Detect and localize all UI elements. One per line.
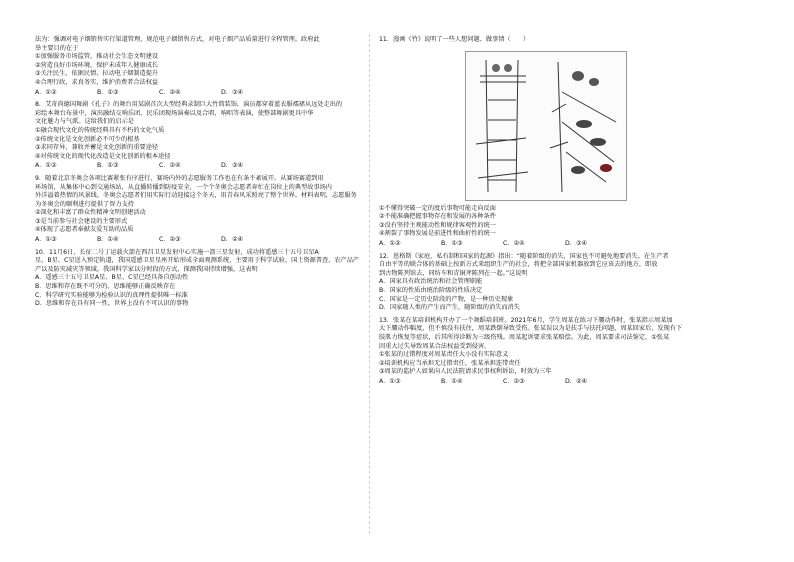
q11-stem: 11．漫画《竹》说明了一些人想问题、做事情（ ） [379, 36, 530, 43]
q8-choices [35, 162, 361, 171]
question-12 [379, 253, 709, 313]
q12-option-c[interactable]: C．国家是一定历史阶段的产物，是一种历史现象 [379, 295, 514, 303]
q13-option: ①张某的过错程度对周某责任大小没有实际意义 [379, 351, 509, 359]
q7-line: 法为：强调对电子烟销售实行渠道管理，规范电子烟销售方式，对电子烟产品质量进行全程管理。政府此 [35, 36, 320, 43]
right-column [379, 36, 709, 388]
column-divider [369, 34, 370, 534]
cartoon-figure [465, 51, 627, 201]
q9-option: ③是当前参与社会建设的主要形式 [35, 217, 128, 225]
q7-line: 举主要目的在于 [35, 44, 79, 52]
choice-a[interactable]: A．①② [35, 88, 57, 96]
q11-choices [379, 240, 709, 249]
choice-d[interactable]: D．③④ [565, 239, 588, 247]
choice-b[interactable]: B．①③ [97, 162, 119, 170]
q8-line: 文化魅力与气派。这给我们的启示是 [35, 118, 134, 126]
q13-line: 大下腰动作幅度，但不慎没有扶住，周某跌倒导致受伤。张某误以为是扶手与扶托问题，周某回家后，发现有下 [379, 325, 683, 333]
q10-option-c[interactable]: C．科学研究实验能够为检验认识的真理性提供唯一标准 [35, 291, 188, 299]
choice-a[interactable]: A．①② [35, 162, 57, 170]
question-11 [379, 36, 709, 249]
q10-line: 星、B星、C星送入预定轨道，我国遥感卫星星座开始形成全面观测系统，主要用于科学试验、国土资源普查、农产品产 [35, 257, 360, 265]
q8-option: ④对传统文化的现代化改造是文化创新的根本途径 [35, 152, 171, 160]
q12-option-b[interactable]: B．国家的性质由统治阶级的性质决定 [379, 286, 483, 294]
question-8 [35, 101, 361, 171]
q7-option: ①加强服务市场监管，推动社会生态文明建设 [35, 53, 159, 61]
choice-a[interactable]: A．①② [379, 239, 401, 247]
q7-option: ②营造良好市场环境，保护未成年人健康成长 [35, 61, 159, 69]
q8-option: ①融合现代文化的传统经典具有不朽的文化气质 [35, 126, 165, 134]
choice-c[interactable]: C．②③ [503, 377, 525, 385]
question-13 [379, 317, 709, 387]
q9-line: 为冬奥会的顺利进行提供了智力支持 [35, 200, 134, 208]
q7-choices [35, 89, 361, 98]
choice-c[interactable]: C．②④ [159, 162, 181, 170]
choice-d[interactable]: D．③④ [221, 162, 244, 170]
q9-line: 外洋溢着热情的风景线。冬奥会志愿者们用实际行动迎接这个冬天，用青春风采照亮了整个世界。材料表明，志愿服务 [35, 192, 357, 200]
q13-choices [379, 378, 709, 387]
question-7-tail [35, 36, 361, 97]
q10-option-d[interactable]: D．思维和存在具有同一性，世界上没有不可认识的事物 [35, 300, 189, 308]
q12-option-a[interactable]: A．国家具有政治统治和社会管理职能 [379, 278, 483, 286]
q12-line: 自由平等的联合体的基础上按新方式来组织生产的社会，将把全部国家机器放到它应该去的地方，即放 [379, 261, 658, 269]
q8-line: 彩绘本舞台布景中，演出融结交响乐团、民乐团现场演奏以及合唱，响唱等表演，使整部舞剧更具中华 [35, 109, 314, 117]
question-9 [35, 175, 361, 245]
q9-line: 环场馆，从集体中心到交通场站，从直播转播到防疫安全，一个个冬奥会志愿者奔忙在岗位上的典型故事场内 [35, 183, 332, 191]
q7-option: ④合理行政，求真务实，维护消费者合法权益 [35, 78, 159, 86]
q11-option: ②不能准确把握事物存在和发展的各种条件 [379, 213, 496, 221]
q10-line: 10．11月6日，长征二号丁运载火箭在西昌卫星发射中心实施一箭三星发射，成功将遥感三十五号卫星A [35, 248, 319, 256]
q13-option: ②培训机构应当承担无过错责任，张某承担连带责任 [379, 359, 521, 367]
q11-option: ③没有坚持主观能动性和规律客观性的统一 [379, 221, 496, 229]
choice-d[interactable]: D．③④ [221, 88, 244, 96]
choice-c[interactable]: C．②④ [159, 88, 181, 96]
left-column [35, 36, 361, 309]
q10-option-a[interactable]: A．遥感三十五号卫星A星、B星、C星已经具备自创动性 [35, 274, 189, 282]
q7-option: ③关注民生，依据民情，拉动电子烟制造提升 [35, 70, 159, 78]
q8-line: 8．艾奇尚德国舞剧《孔子》的舞台用某剧首次大型经典录制巨大竹简装饰，演员都穿着蓝衣服襦裙从远处走出的 [35, 101, 343, 109]
q12-line: 12．恩格斯《家庭、私有制和国家的起源》指出：“随着阶级的消失，国家也不可避免地要消失。在生产者 [379, 252, 669, 260]
q8-option: ③求同存异，兼收并蓄是文化创新的重要途径 [35, 144, 159, 152]
choice-a[interactable]: A．①③ [379, 377, 401, 385]
q8-option: ②传统文化是文化创新必不可少的根基 [35, 135, 140, 143]
q11-option: ①不懂得突破一定的度后事物可能走向反面 [379, 204, 496, 212]
q13-line: 肢肌力恢复等症状，后其所得诊断为三级伤残。周某起诉要求张某赔偿。为此，周某要求司法鉴定，①张某 [379, 333, 670, 341]
choice-b[interactable]: B．①④ [441, 377, 463, 385]
choice-b[interactable]: B．①③ [441, 239, 463, 247]
q11-option: ④割裂了事物发展是前进性和曲折性的统一 [379, 230, 496, 238]
q13-line: 因重大过失导致周某合法权益受到侵害， [379, 342, 491, 350]
q13-line: 13．张某在某培训机构开办了一个舞蹈培训班。2021年6月，学生周某在练习下腰动作时，张某指示周某加 [379, 316, 673, 324]
q9-choices [35, 236, 361, 245]
choice-b[interactable]: B．①④ [97, 236, 119, 244]
q13-option: ③周某的监护人如果向人民法院请求民事权利诉讼，时效为三年 [379, 368, 552, 376]
choice-d[interactable]: D．②④ [565, 377, 588, 385]
q10-option-b[interactable]: B．思维和存在既不可分的，思维能够正确反映存在 [35, 283, 176, 291]
q10-line: 产以及防灾减灾等领域。我国科学家以分时段的方式，探测我国持续增强，这表明 [35, 265, 258, 273]
cartoon-illustration [466, 52, 626, 200]
choice-c[interactable]: C．②③ [159, 236, 181, 244]
choice-c[interactable]: C．②④ [503, 239, 525, 247]
question-10 [35, 249, 361, 309]
q9-option: ②深化和丰富了群众性精神文明创建活动 [35, 209, 146, 217]
q9-line: 9．随着北京冬奥会各项比赛紧张有序进行，赛场内外的志愿服务工作也在有条不紊展开。从赛场赛道到用 [35, 174, 324, 182]
choice-d[interactable]: D．②④ [221, 236, 244, 244]
q12-line: 到古物陈列馆去，同纺车和青铜斧陈列在一起。”这说明 [379, 269, 528, 277]
q9-option: ④体现了志愿者奉献友爱互助的品质 [35, 226, 134, 234]
choice-b[interactable]: B．①③ [97, 88, 119, 96]
q12-option-d[interactable]: D．国家随人类的产生而产生，随阶级的消失而消失 [379, 304, 520, 312]
choice-a[interactable]: A．①③ [35, 236, 57, 244]
